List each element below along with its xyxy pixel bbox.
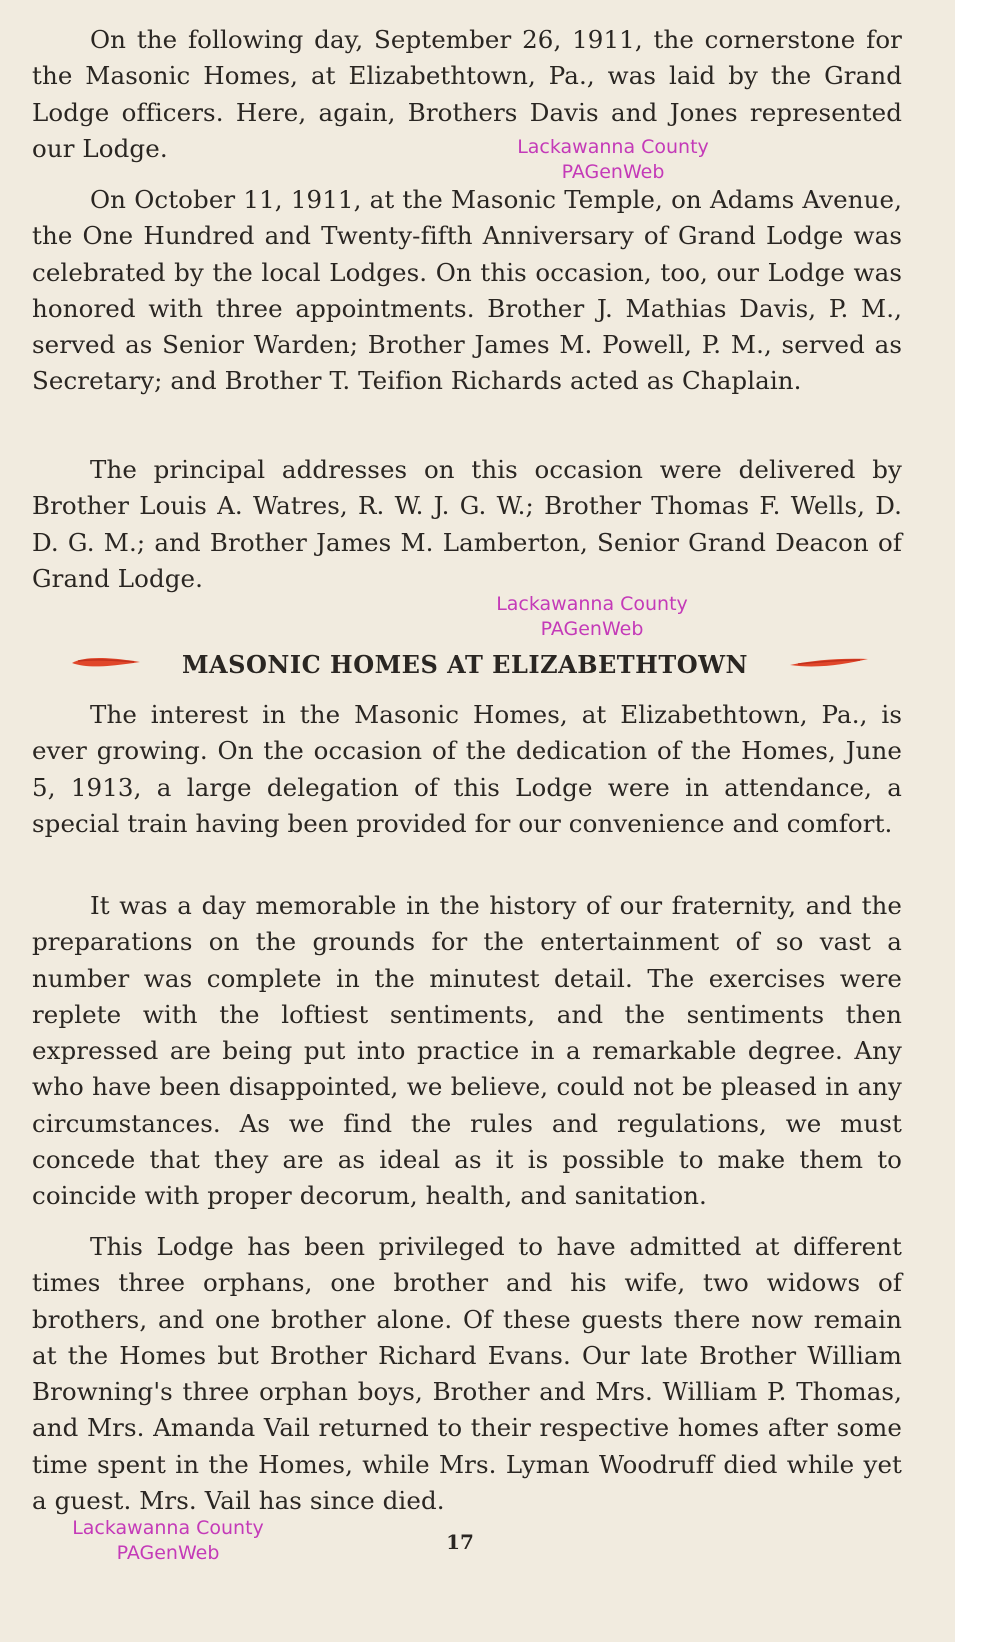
- paragraph: On the following day, September 26, 1911, the cornerstone for the Masonic Homes, at Elizabethtown, Pa., was laid by the Grand Lodge officers. Here, again, Brothers Davis and Jones represented our Lodge.: [32, 25, 902, 163]
- paragraph: It was a day memorable in the history of our fraternity, and the preparations on the grounds for the entertainment of so vast a number was complete in the minutest detail. The exercises were replete with the loftiest sentiments, and the sentiments then expressed are being put into practice in a remarkable degree. Any who have been disappointed, we believe, could not be pleased in any circumstances. As we find the rules and regulations, we must concede that they are as ideal as it is possible to make them to coincide with proper decorum, health, and sanitation.: [32, 891, 902, 1211]
- watermark: [38, 1516, 298, 1566]
- watermark-line2: PAGenWeb: [116, 1542, 220, 1564]
- watermark-line1: Lackawanna County: [72, 1517, 264, 1539]
- paragraph: The interest in the Masonic Homes, at Elizabethtown, Pa., is ever growing. On the occasion of the dedication of the Homes, June 5, 1913, a large delegation of this Lodge were in attendance, a special train having been provided for our convenience and comfort.: [32, 700, 902, 838]
- watermark: [462, 592, 722, 642]
- page-number: 17: [446, 1530, 474, 1554]
- watermark-line1: Lackawanna County: [496, 593, 688, 615]
- watermark-line1: Lackawanna County: [517, 136, 709, 158]
- paragraph: The principal addresses on this occasion were delivered by Brother Louis A. Watres, R. W. J. G. W.; Brother Thomas F. Wells, D. D. G. M.; and Brother James M. Lamberton, Senior Grand Deacon of Grand Lodge.: [32, 455, 902, 593]
- right-ornament-icon: [788, 652, 870, 674]
- paragraph: On October 11, 1911, at the Masonic Temple, on Adams Avenue, the One Hundred and Twenty-fifth Anniversary of Grand Lodge was celebrated by the local Lodges. On this occasion, too, our Lodge was honored with three appointments. Brother J. Mathias Davis, P. M., served as Senior Warden; Brother James M. Powell, P. M., served as Secretary; and Brother T. Teifion Richards acted as Chaplain.: [32, 185, 902, 396]
- section-heading: MASONIC HOMES AT ELIZABETHTOWN: [181, 650, 748, 679]
- watermark-line2: PAGenWeb: [561, 161, 665, 183]
- watermark: [483, 135, 743, 185]
- section-heading-row: [60, 648, 890, 682]
- watermark-line2: PAGenWeb: [540, 618, 644, 640]
- left-ornament-icon: [70, 652, 142, 674]
- paragraph: This Lodge has been privileged to have admitted at different times three orphans, one brother and his wife, two widows of brothers, and one brother alone. Of these guests there now remain at the Homes but Brother Richard Evans. Our late Brother William Browning's three orphan boys, Brother and Mrs. William P. Thomas, and Mrs. Amanda Vail returned to their respective homes after some time spent in the Homes, while Mrs. Lyman Woodruff died while yet a guest. Mrs. Vail has since died.: [32, 1232, 902, 1516]
